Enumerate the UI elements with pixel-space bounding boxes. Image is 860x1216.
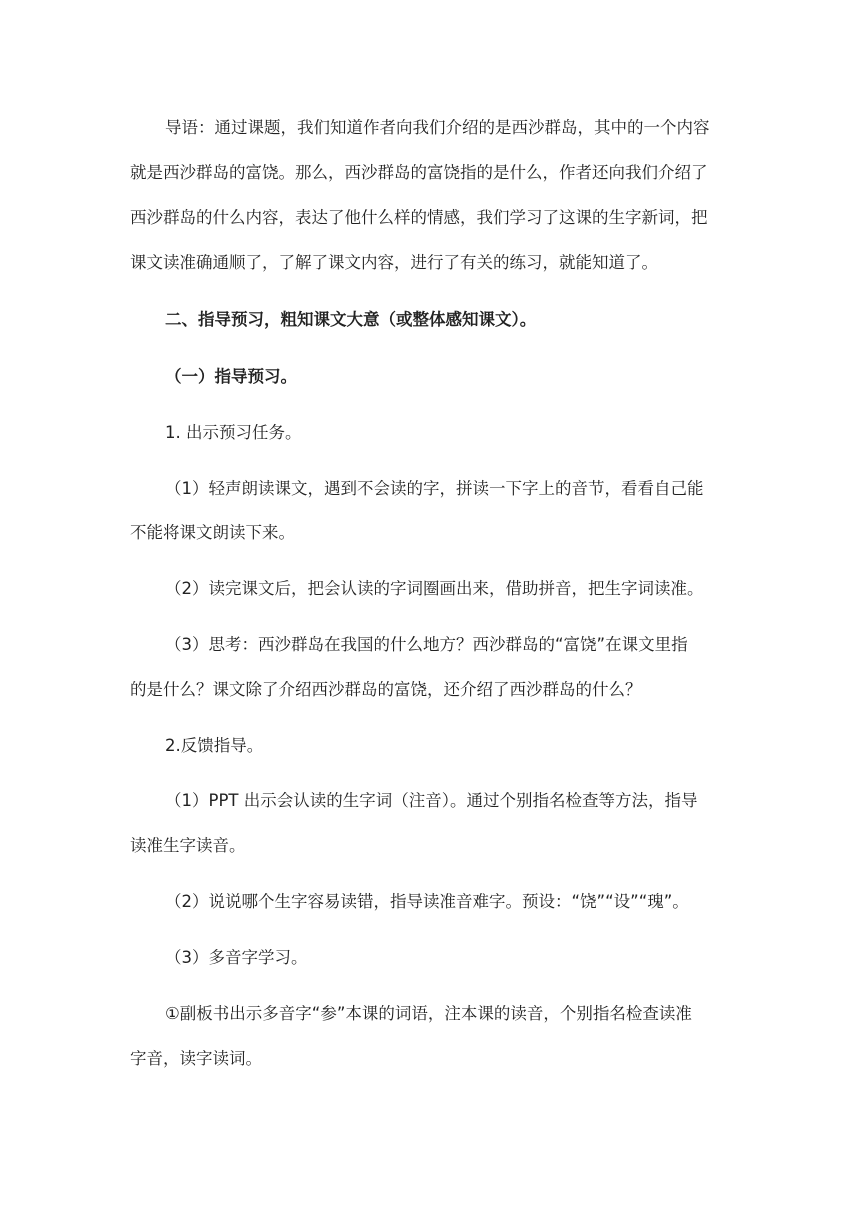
paragraph-line: （1）PPT 出示会认读的生字词（注音）。通过个别指名检查等方法，指导 xyxy=(165,791,698,810)
paragraph-line: （3）思考：西沙群岛在我国的什么地方？西沙群岛的“富饶”在课文里指 xyxy=(165,635,688,654)
paragraph-line: （2）读完课文后，把会认读的字词圈画出来，借助拼音，把生字词读准。 xyxy=(165,579,704,598)
paragraph-line: 不能将课文朗读下来。 xyxy=(130,523,295,542)
paragraph-line: ①副板书出示多音字“参”本课的词语，注本课的读音，个别指名检查读准 xyxy=(165,1004,692,1023)
list-item: 2.反馈指导。 xyxy=(165,736,264,755)
section-heading: 二、指导预习，粗知课文大意（或整体感知课文）。 xyxy=(165,310,537,329)
paragraph-line: 西沙群岛的什么内容，表达了他什么样的情感，我们学习了这课的生字新词，把 xyxy=(130,208,708,227)
paragraph-line: 课文读准确通顺了，了解了课文内容，进行了有关的练习，就能知道了。 xyxy=(130,253,658,272)
paragraph-line: （2）说说哪个生字容易读错，指导读准音难字。预设：“饶”“设”“瑰”。 xyxy=(165,892,689,911)
paragraph-line: （3）多音字学习。 xyxy=(165,948,308,967)
paragraph-line: （1）轻声朗读课文，遇到不会读的字，拼读一下字上的音节，看看自己能 xyxy=(165,479,704,498)
paragraph-line: 的是什么？课文除了介绍西沙群岛的富饶，还介绍了西沙群岛的什么？ xyxy=(130,680,642,699)
paragraph-line: 读准生字读音。 xyxy=(130,836,246,855)
paragraph-line: 字音，读字读词。 xyxy=(130,1049,262,1068)
subsection-heading: （一）指导预习。 xyxy=(165,367,297,386)
paragraph-line: 就是西沙群岛的富饶。那么，西沙群岛的富饶指的是什么，作者还向我们介绍了 xyxy=(130,163,708,182)
paragraph-line: 导语：通过课题，我们知道作者向我们介绍的是西沙群岛，其中的一个内容 xyxy=(165,118,710,137)
list-item: 1. 出示预习任务。 xyxy=(165,423,302,442)
